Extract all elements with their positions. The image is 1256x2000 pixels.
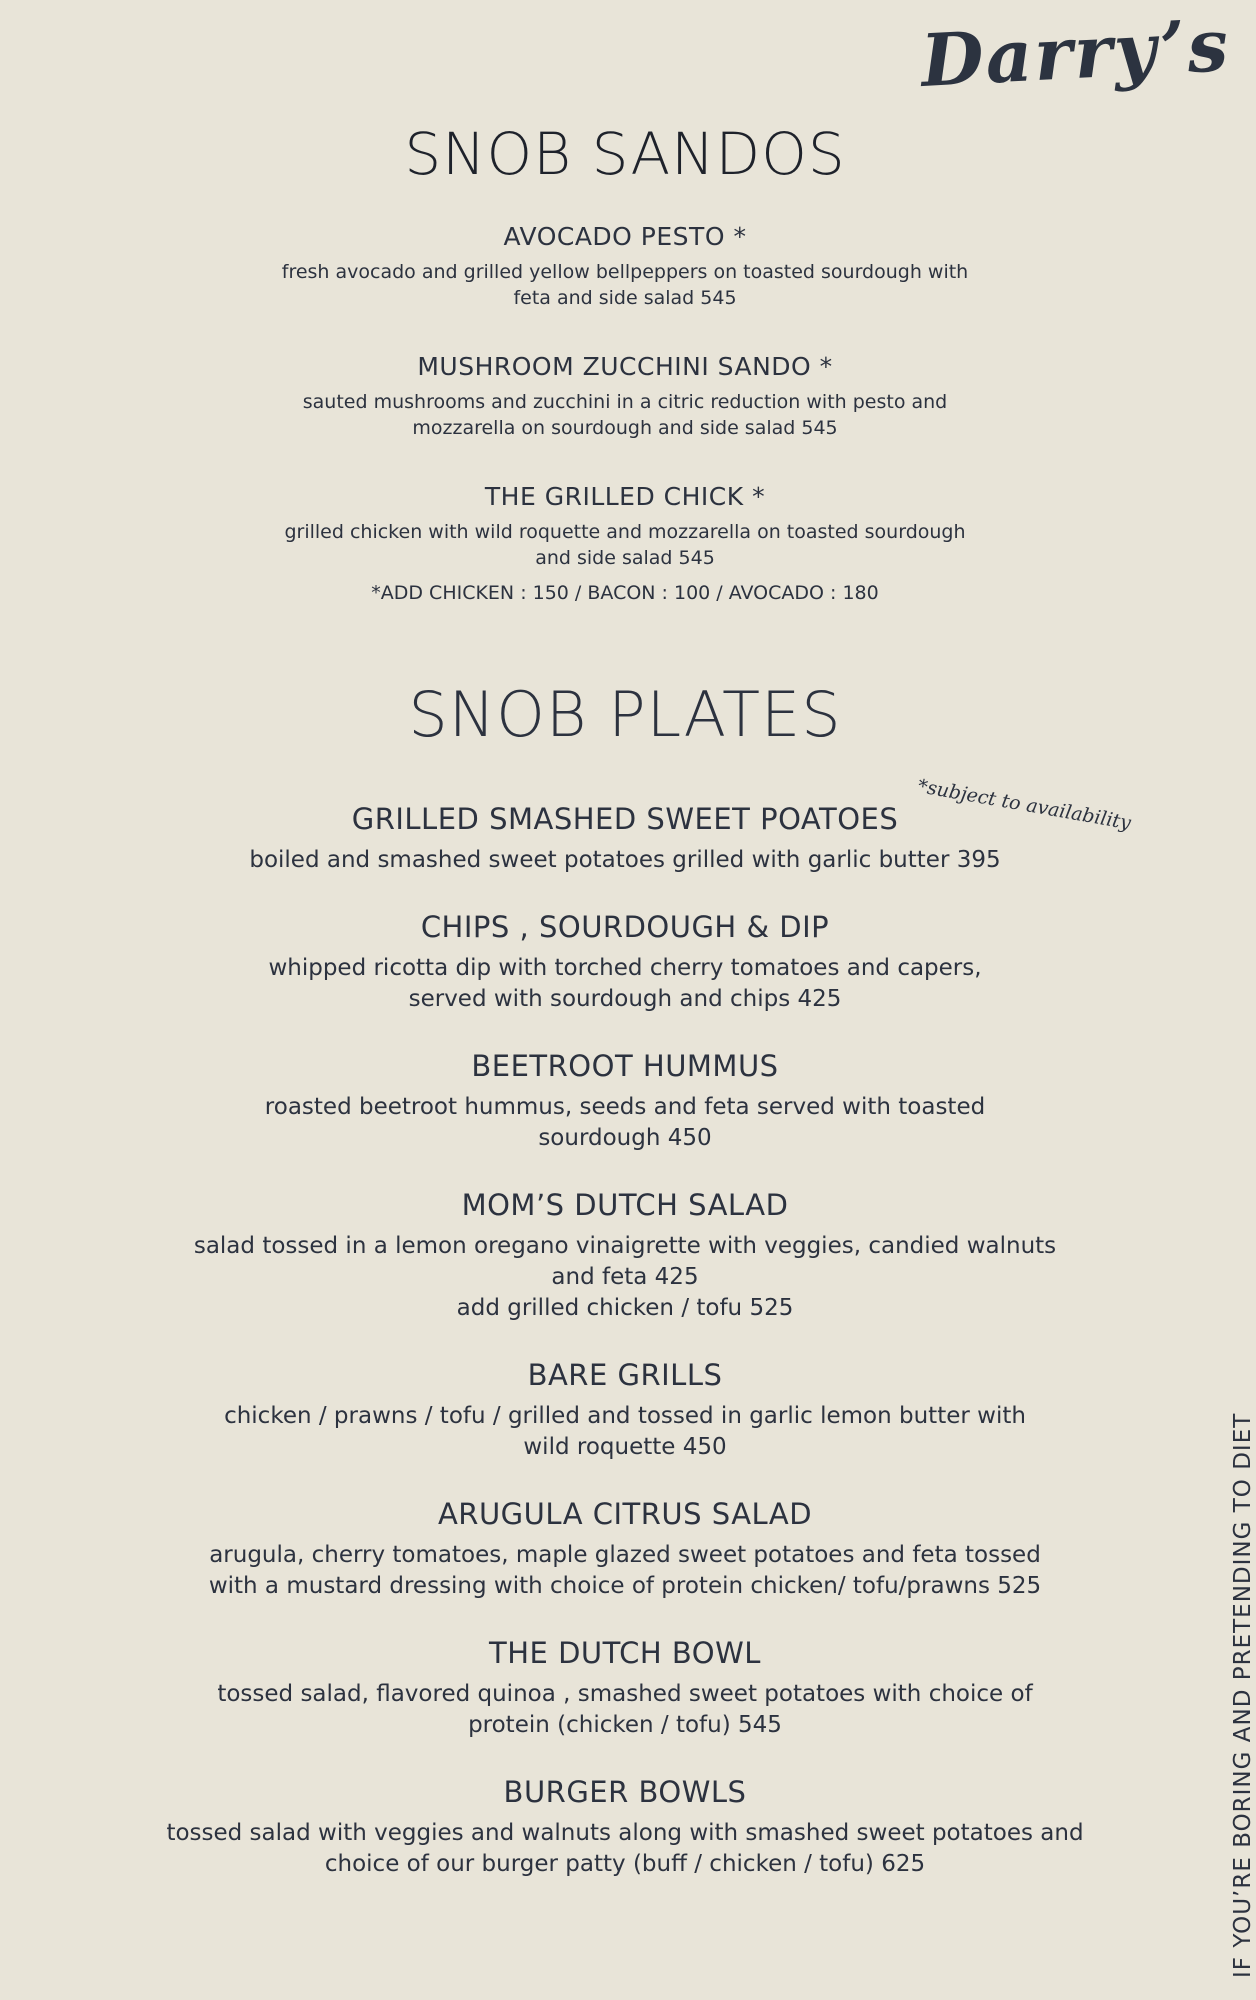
menu-item [225, 222, 1025, 311]
item-description-line: salad tossed in a lemon oregano vinaigrette with veggies, candied walnuts [193, 1233, 1057, 1259]
menu-item [125, 1497, 1125, 1602]
item-name: CHIPS , SOURDOUGH & DIP [420, 910, 830, 944]
item-description-line: tossed salad, flavored quinoa , smashed sweet potatoes with choice of [217, 1681, 1033, 1707]
item-description-line: roasted beetroot hummus, seeds and feta served with toasted [264, 1094, 986, 1120]
item-name: MOM’S DUTCH SALAD [461, 1188, 789, 1222]
item-description-line: and feta 425 [551, 1264, 699, 1290]
item-name: THE GRILLED CHICK * [484, 482, 766, 511]
item-name: BURGER BOWLS [503, 1775, 747, 1809]
plates-list [125, 802, 1125, 1914]
menu-item [125, 1358, 1125, 1463]
item-name: BARE GRILLS [527, 1358, 723, 1392]
item-description-line: chicken / prawns / tofu / grilled and tossed in garlic lemon butter with [224, 1403, 1026, 1429]
sandos-addon-prices: *ADD CHICKEN : 150 / BACON : 100 / AVOCADO : 180 [371, 582, 879, 604]
item-description-line: served with sourdough and chips 425 [408, 986, 842, 1012]
menu-item [125, 1636, 1125, 1741]
item-description-line: protein (chicken / tofu) 545 [468, 1712, 782, 1738]
item-description-line: with a mustard dressing with choice of protein chicken/ tofu/prawns 525 [208, 1573, 1042, 1599]
menu-item [125, 1049, 1125, 1154]
menu-item [125, 1188, 1125, 1324]
item-name: ARUGULA CITRUS SALAD [437, 1497, 813, 1531]
item-description-line: add grilled chicken / tofu 525 [456, 1295, 794, 1321]
item-name: AVOCADO PESTO * [503, 222, 747, 251]
menu-item [225, 482, 1025, 571]
item-name: MUSHROOM ZUCCHINI SANDO * [417, 352, 833, 381]
item-description-line: choice of our burger patty (buff / chicken / tofu) 625 [324, 1851, 926, 1877]
menu-item [125, 1775, 1125, 1880]
menu-item [125, 910, 1125, 1015]
item-description-line: whipped ricotta dip with torched cherry tomatoes and capers, [268, 955, 982, 981]
item-description-line: mozzarella on sourdough and side salad 545 [412, 417, 838, 439]
item-description-line: feta and side salad 545 [513, 287, 737, 309]
item-description-line: arugula, cherry tomatoes, maple glazed sweet potatoes and feta tossed [209, 1542, 1041, 1568]
item-description-line: boiled and smashed sweet potatoes grilled with garlic butter 395 [249, 847, 1001, 873]
item-description-line: wild roquette 450 [523, 1434, 727, 1460]
item-description-line: fresh avocado and grilled yellow bellpeppers on toasted sourdough with [281, 261, 969, 283]
item-name: BEETROOT HUMMUS [471, 1049, 779, 1083]
item-name: THE DUTCH BOWL [489, 1636, 761, 1670]
menu-item [225, 352, 1025, 441]
item-description-line: sauted mushrooms and zucchini in a citric reduction with pesto and [302, 391, 948, 413]
brand-logo: Darry’s [918, 1, 1233, 104]
item-description-line: grilled chicken with wild roquette and mozzarella on toasted sourdough [284, 521, 966, 543]
sandos-list [225, 222, 1025, 604]
menu-item [125, 802, 1125, 876]
item-description-line: and side salad 545 [535, 547, 715, 569]
item-description-line: sourdough 450 [538, 1125, 712, 1151]
item-name: GRILLED SMASHED SWEET POATOES [351, 802, 899, 836]
section-title-snob-plates: SNOB PLATES [408, 678, 842, 751]
item-description-line: tossed salad with veggies and walnuts along with smashed sweet potatoes and [166, 1820, 1084, 1846]
availability-note: *subject to availability [916, 775, 1133, 835]
section-title-snob-sandos: SNOB SANDOS [404, 120, 846, 188]
side-tagline: IF YOU’RE BORING AND PRETENDING TO DIET [1230, 1412, 1256, 1978]
